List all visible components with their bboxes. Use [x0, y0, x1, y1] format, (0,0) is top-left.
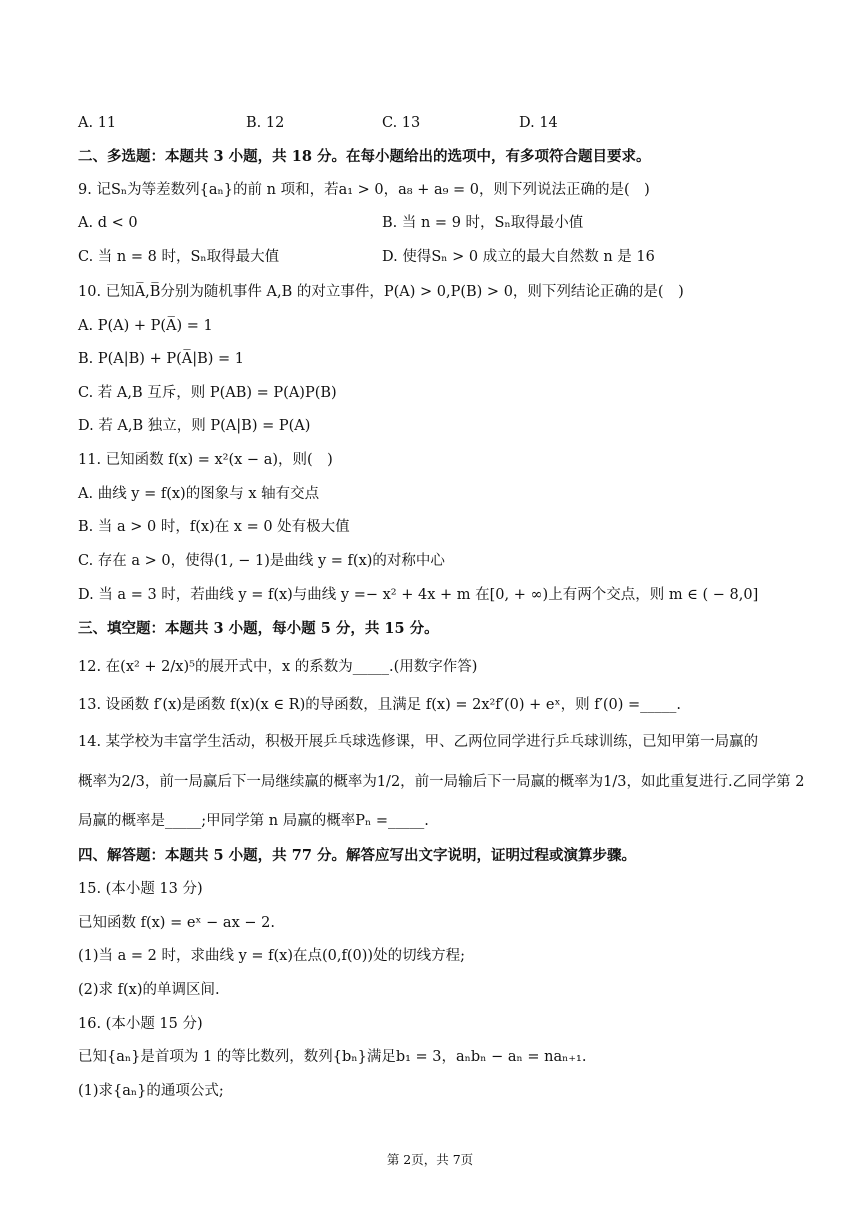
q10-option-c: C. 若 A,B 互斥，则 P(AB) = P(A)P(B)	[78, 385, 337, 401]
section3-header: 三、填空题：本题共 3 小题，每小题 5 分，共 15 分。	[78, 620, 439, 637]
section4-header: 四、解答题：本题共 5 小题，共 77 分。解答应写出文字说明，证明过程或演算步骤。	[78, 847, 636, 864]
q8-option-d: D. 14	[519, 115, 558, 131]
q16-title: 16. (本小题 15 分)	[78, 1016, 203, 1032]
q10-option-a: A. P(A) + P(A̅) = 1	[78, 318, 213, 334]
q15-part2: (2)求 f(x)的单调区间.	[78, 982, 220, 998]
q8-option-a: A. 11	[78, 115, 117, 131]
q15-stem: 已知函数 f(x) = eˣ − ax − 2.	[78, 915, 275, 931]
q16-stem: 已知{aₙ}是首项为 1 的等比数列，数列{bₙ}满足b₁ = 3，aₙbₙ − aₙ = naₙ₊₁.	[78, 1049, 587, 1065]
q9-option-a: A. d < 0	[78, 215, 138, 231]
q13-text: 13. 设函数 f′(x)是函数 f(x)(x ∈ R)的导函数，且满足 f(x) = 2x²f′(0) + eˣ，则 f′(0) =_____.	[78, 697, 682, 713]
q14-line3: 局赢的概率是_____;甲同学第 n 局赢的概率Pₙ =_____.	[78, 813, 429, 829]
section2-header: 二、多选题：本题共 3 小题，共 18 分。在每小题给出的选项中，有多项符合题目要求。	[78, 148, 651, 165]
q11-option-a: A. 曲线 y = f(x)的图象与 x 轴有交点	[78, 486, 320, 502]
q10-stem: 10. 已知A̅,B̅分别为随机事件 A,B 的对立事件，P(A) > 0,P(B) > 0，则下列结论正确的是( )	[78, 284, 684, 300]
q12-text: 12. 在(x² + 2/x)⁵的展开式中，x 的系数为_____.(用数字作答)	[78, 659, 478, 675]
q10-option-b: B. P(A|B) + P(A̅|B) = 1	[78, 351, 244, 367]
q15-part1: (1)当 a = 2 时，求曲线 y = f(x)在点(0,f(0))处的切线方程;	[78, 948, 465, 964]
q11-stem: 11. 已知函数 f(x) = x²(x − a)，则( )	[78, 452, 333, 468]
q9-option-b: B. 当 n = 9 时，Sₙ取得最小值	[382, 215, 584, 231]
q8-option-b: B. 12	[246, 115, 285, 131]
q11-option-c: C. 存在 a > 0，使得(1, − 1)是曲线 y = f(x)的对称中心	[78, 553, 445, 569]
q14-line2: 概率为2/3，前一局赢后下一局继续赢的概率为1/2，前一局输后下一局赢的概率为1/3，如此重复进行.乙同学第 2	[78, 774, 805, 790]
page-footer: 第 2页，共 7页	[386, 1152, 474, 1167]
q11-option-d: D. 当 a = 3 时，若曲线 y = f(x)与曲线 y =− x² + 4x + m 在[0, + ∞)上有两个交点，则 m ∈ ( − 8,0]	[78, 587, 759, 603]
q9-stem: 9. 记Sₙ为等差数列{aₙ}的前 n 项和，若a₁ > 0，a₈ + a₉ = 0，则下列说法正确的是( )	[78, 182, 650, 198]
q11-option-b: B. 当 a > 0 时，f(x)在 x = 0 处有极大值	[78, 519, 350, 535]
q15-title: 15. (本小题 13 分)	[78, 881, 203, 897]
q14-line1: 14. 某学校为丰富学生活动，积极开展乒乓球选修课，甲、乙两位同学进行乒乓球训练，已知甲第一局赢的	[78, 734, 759, 750]
q16-part1: (1)求{aₙ}的通项公式;	[78, 1083, 224, 1099]
q9-option-c: C. 当 n = 8 时，Sₙ取得最大值	[78, 249, 280, 265]
q10-option-d: D. 若 A,B 独立，则 P(A|B) = P(A)	[78, 418, 311, 434]
q8-option-c: C. 13	[382, 115, 421, 131]
q9-option-d: D. 使得Sₙ > 0 成立的最大自然数 n 是 16	[382, 249, 655, 265]
